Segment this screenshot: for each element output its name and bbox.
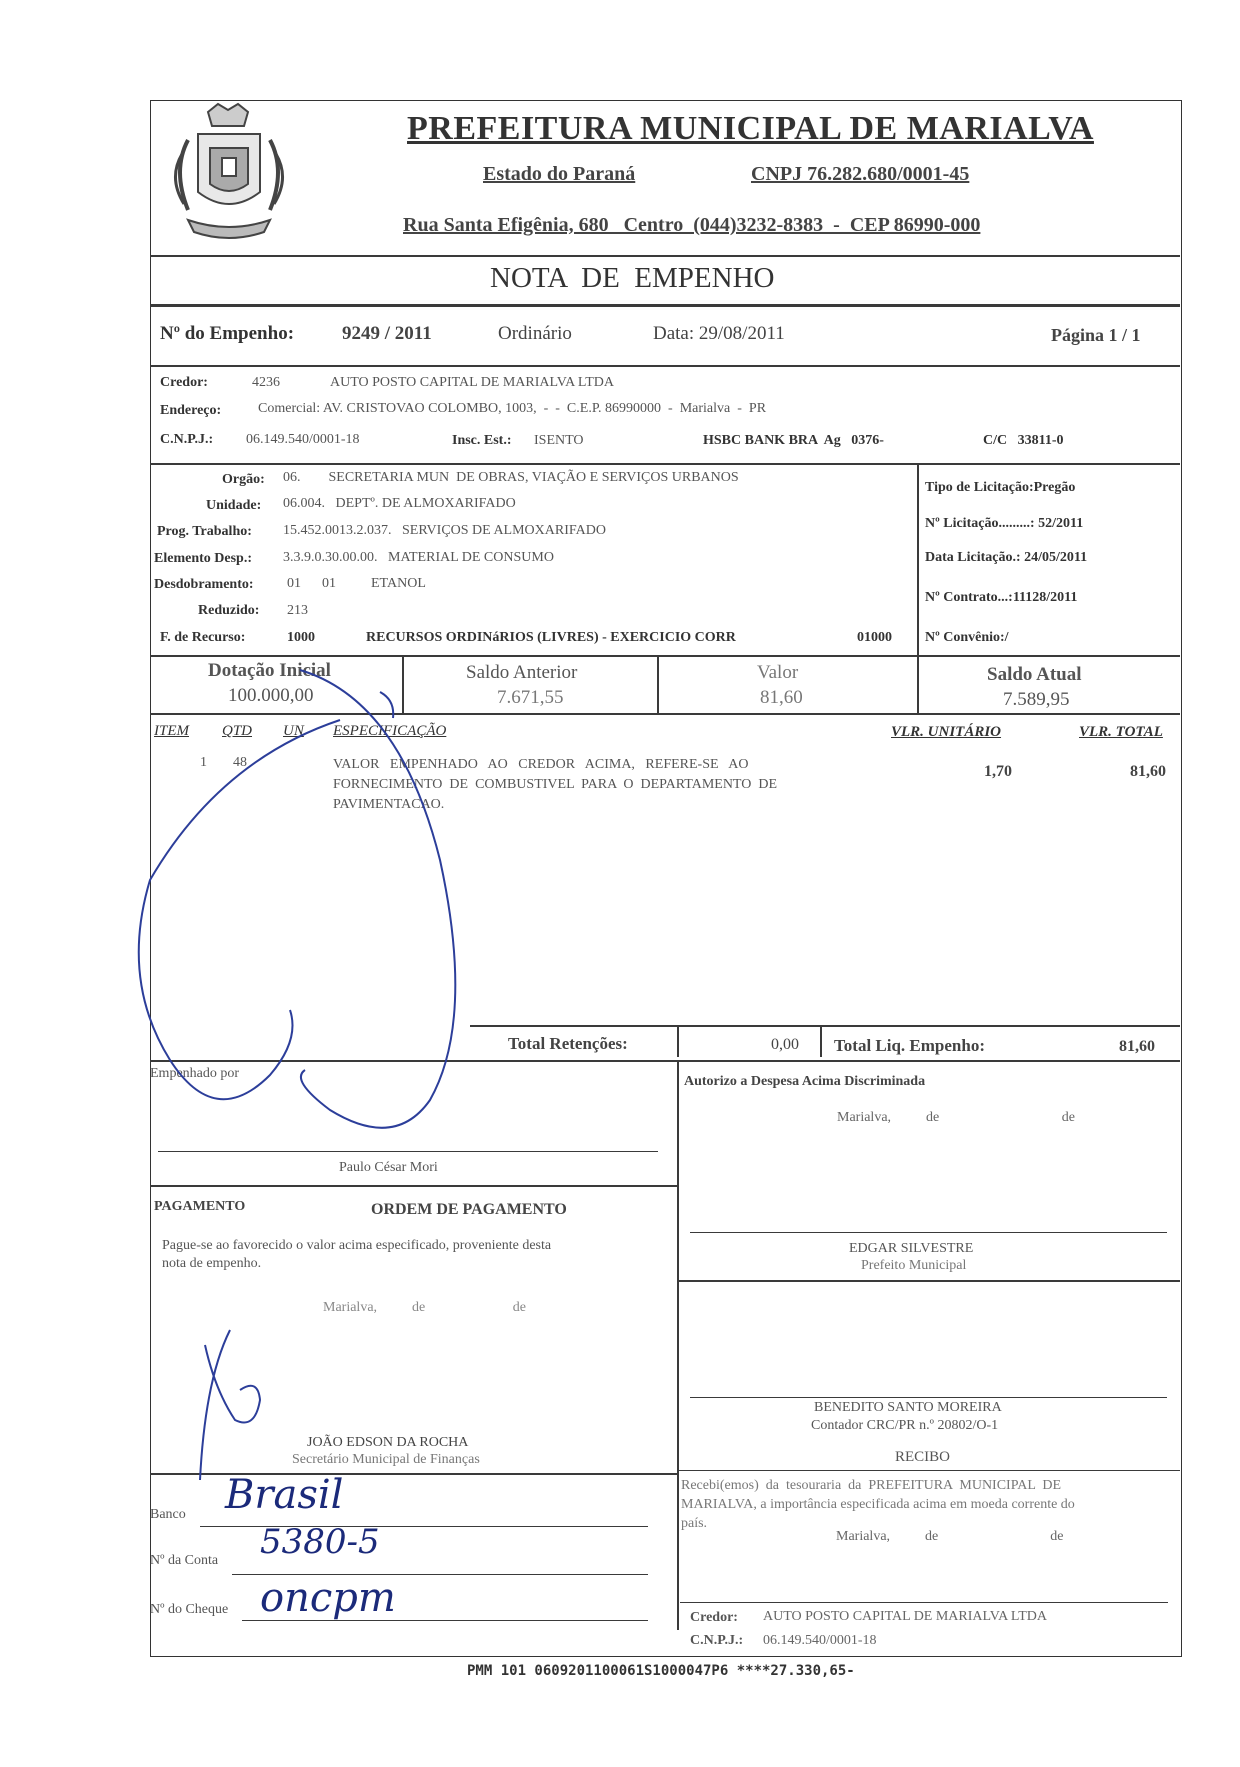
contador-nome: BENEDITO SANTO MOREIRA [814,1400,1002,1415]
local-data-pagamento: Marialva, de de [323,1300,526,1315]
prog-label: Prog. Trabalho: [157,524,252,539]
retencoes-label: Total Retenções: [508,1034,628,1053]
saldo-atual-label: Saldo Atual [987,664,1082,685]
unidade-label: Unidade: [206,498,262,513]
prefeito-cargo: Prefeito Municipal [861,1258,967,1273]
empenho-number-label: Nº do Empenho: [160,323,295,344]
recibo-credor: AUTO POSTO CAPITAL DE MARIALVA LTDA [763,1609,1047,1624]
insc-label: Insc. Est.: [452,433,512,448]
pague-se-line-1: Pague-se ao favorecido o valor acima especificado, proveniente desta [162,1238,552,1253]
num-contrato: Nº Contrato...:11128/2011 [925,590,1078,605]
saldo-anterior-value: 7.671,55 [497,687,564,708]
desdob-label: Desdobramento: [154,577,254,592]
tipo-licitacao: Tipo de Licitação:Pregão [925,480,1076,495]
credor-name: AUTO POSTO CAPITAL DE MARIALVA LTDA [330,375,614,390]
credor-code: 4236 [252,375,280,390]
data-licitacao: Data Licitação.: 24/05/2011 [925,550,1088,565]
item-number: 1 [200,755,207,770]
col-qtd: QTD [222,723,253,739]
unidade-value: 06.004. DEPTº. DE ALMOXARIFADO [283,496,516,511]
recibo-cnpj-label: C.N.P.J.: [690,1633,744,1648]
empenho-number: 9249 / 2011 [342,323,432,344]
num-licitacao: Nº Licitação.........: 52/2011 [925,516,1084,531]
pagamento-label: PAGAMENTO [154,1199,246,1214]
reduzido-value: 213 [287,603,308,618]
liquido-label: Total Liq. Empenho: [834,1036,985,1055]
ordem-pagamento-label: ORDEM DE PAGAMENTO [371,1201,567,1218]
doc-title: NOTA DE EMPENHO [490,262,775,294]
valor-value: 81,60 [760,687,803,708]
item-vlr-unitario: 1,70 [984,763,1012,780]
recibo-cnpj: 06.149.540/0001-18 [763,1633,877,1648]
bank-value: HSBC BANK BRA Ag 0376- [703,433,884,448]
recurso-num: 1000 [287,630,315,645]
recibo-label: RECIBO [895,1449,951,1465]
reduzido-label: Reduzido: [198,603,260,618]
recurso-label: F. de Recurso: [160,630,246,645]
secretario-cargo: Secretário Municipal de Finanças [292,1452,480,1467]
saldo-anterior-label: Saldo Anterior [466,662,578,683]
page-number: Página 1 / 1 [1051,325,1141,345]
recurso-desc: RECURSOS ORDINáRIOS (LIVRES) - EXERCICIO CORR [366,630,736,645]
dotacao-value: 100.000,00 [228,685,314,706]
prog-value: 15.452.0013.2.037. SERVIÇOS DE ALMOXARIFADO [283,523,606,538]
retencoes-value: 0,00 [771,1036,799,1053]
prefeito-nome: EDGAR SILVESTRE [849,1241,974,1256]
col-item: ITEM [154,723,189,739]
cc-value: C/C 33811-0 [983,433,1064,448]
address-label: Rua Santa Efigênia, 680 Centro (044)3232-8383 - CEP 86990-000 [403,214,981,236]
state-label: Estado do Paraná [483,163,636,185]
item-spec-line-2: FORNECIMENTO DE COMBUSTIVEL PARA O DEPARTAMENTO DE [333,777,778,792]
empenhado-por-label: Empenhado por [150,1066,240,1081]
contador-cargo: Contador CRC/PR n.º 20802/O-1 [811,1418,999,1433]
conta-label: Nº da Conta [150,1553,219,1568]
banco-handwritten: Brasil [225,1472,344,1518]
cnpj-credor-label: C.N.P.J.: [160,432,214,447]
pague-se-line-2: nota de empenho. [162,1256,262,1271]
endereco-value: Comercial: AV. CRISTOVAO COLOMBO, 1003, - - C.E.P. 86990000 - Marialva - PR [258,401,767,416]
elemento-label: Elemento Desp.: [154,551,252,566]
page-title: PREFEITURA MUNICIPAL DE MARIALVA [407,110,1094,147]
empenhado-nome: Paulo César Mori [339,1160,438,1175]
empenho-date: Data: 29/08/2011 [653,323,785,344]
item-spec-line-3: PAVIMENTACAO. [333,797,445,812]
autorizo-label: Autorizo a Despesa Acima Discriminada [684,1074,926,1089]
recibo-texto-1: Recebi(emos) da tesouraria da PREFEITURA MUNICIPAL DE [681,1478,1062,1493]
recibo-texto-2: MARIALVA, a importância especificada acima em moeda corrente do [681,1497,1075,1512]
valor-label: Valor [757,662,799,683]
col-vlr-unitario: VLR. UNITÁRIO [891,724,1002,740]
recurso-code: 01000 [857,630,892,645]
endereco-label: Endereço: [160,403,222,418]
secretario-nome: JOÃO EDSON DA ROCHA [307,1435,469,1450]
cheque-handwritten: oncpm [260,1575,396,1621]
credor-label: Credor: [160,375,208,390]
col-vlr-total: VLR. TOTAL [1079,724,1163,740]
item-spec-line-1: VALOR EMPENHADO AO CREDOR ACIMA, REFERE-SE AO [333,757,749,772]
item-vlr-total: 81,60 [1130,763,1166,780]
insc-value: ISENTO [534,433,584,448]
col-un: UN [283,723,304,739]
recibo-texto-3: país. [681,1516,708,1531]
cnpj-label: CNPJ 76.282.680/0001-45 [751,163,970,185]
item-qtd: 48 [233,755,247,770]
dotacao-label: Dotação Inicial [208,660,331,681]
banco-label: Banco [150,1507,186,1522]
local-data-recibo: Marialva, de de [836,1529,1064,1544]
cnpj-credor-value: 06.149.540/0001-18 [246,432,360,447]
elemento-value: 3.3.9.0.30.00.00. MATERIAL DE CONSUMO [283,550,554,565]
conta-handwritten: 5380-5 [260,1522,380,1562]
recibo-credor-label: Credor: [690,1610,738,1625]
empenho-type: Ordinário [498,323,572,344]
local-data-autorizo: Marialva, de de [837,1110,1075,1125]
desdob-value: 01 01 ETANOL [287,576,426,591]
authentication-stamp: PMM 101 0609201100061S1000047P6 ****27.330,65- [467,1663,855,1679]
cheque-label: Nº do Cheque [150,1602,229,1617]
saldo-atual-value: 7.589,95 [1003,689,1070,710]
orgao-label: Orgão: [222,472,265,487]
orgao-value: 06. SECRETARIA MUN DE OBRAS, VIAÇÃO E SERVIÇOS URBANOS [283,470,739,485]
liquido-value: 81,60 [1119,1038,1155,1055]
col-especificacao: ESPECIFICAÇÃO [333,723,447,739]
num-convenio: Nº Convênio:/ [925,630,1009,645]
